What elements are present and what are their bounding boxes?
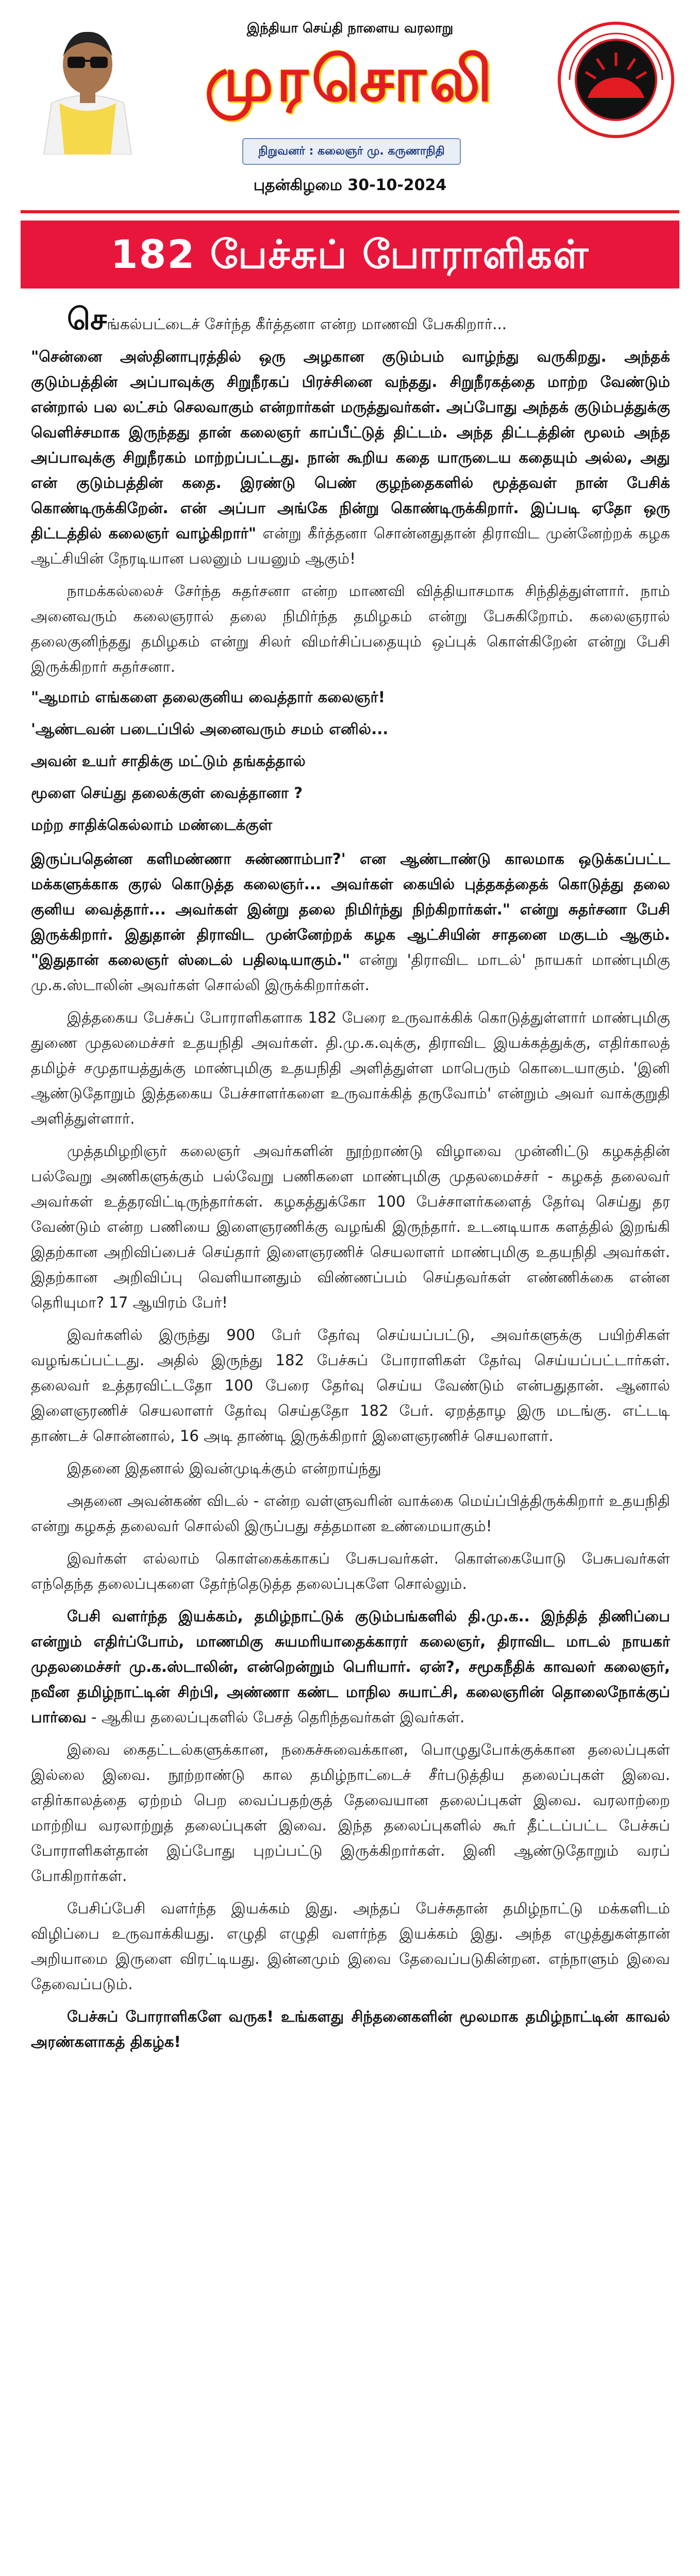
quote-text: "சென்னை அஸ்தினாபுரத்தில் ஒரு அழகான குடும்பம் வாழ்ந்து வருகிறது. அந்தக் குடும்பத்தின் அப்பாவுக்கு சிறுநீரகப் பிரச்சினை வந்தது. சிறுநீரகத்தை மாற்ற வேண்டும் என்றால் பல லட்சம் செலவாகும் என்றார்கள் மருத்துவர்கள். அப்போது அந்தக் குடும்பத்துக்கு வெளிச்சமாக இருந்தது தான் கலைஞர் காப்பீட்டுத் திட்டம். அந்த திட்டத்தின் மூலம் அந்த அப்பாவுக்கு சிறுநீரகம் மாற்றப்பட்டது. நான் கூறிய கதை யாருடைய கதையும் அல்ல, அது என் குடும்பத்தின் கதை. இரண்டு பெண் குழந்தைகளில் மூத்தவள் நான் பேசிக் கொண்டிருக்கிறேன். என் அப்பா அங்கே நின்று கொண்டிருக்கிறார். இப்படி ஏதோ ஒரு திட்டத்தில் கலைஞர் வாழ்கிறார்" — [31, 348, 670, 542]
quote-paragraph — [31, 344, 670, 571]
paragraph-3-bold: இருப்பதென்ன களிமண்ணா சுண்ணாம்பா?' என ஆண்டாண்டு காலமாக ஒடுக்கப்பட்ட மக்களுக்காக குரல் கொடுத்த கலைஞர்... அவர்கள் கையில் புத்தகத்தைக் கொடுத்து தலை குனிய வைத்தார்... அவர்கள் இன்று தலை நிமிர்ந்து நிற்கிறார்கள்." என்று சுதர்சனா பேசி இருக்கிறார். இதுதான் திராவிட முன்னேற்றக் கழக ஆட்சியின் சாதனை மகுடம் ஆகும். "இதுதான் கலைஞர் ஸ்டைல் பதிலடியாகும்." — [31, 850, 670, 969]
masthead-divider — [21, 210, 679, 213]
paragraph-9: இவர்கள் எல்லாம் கொள்கைக்காகப் பேசுபவர்கள். கொள்கையோடு பேசுபவர்கள் எந்தெந்த தலைப்புகளை தேர்ந்தெடுத்த தலைப்புகளே சொல்லும். — [31, 1550, 670, 1592]
poem-line: மூளை செய்து தலைக்குள் வைத்தானா ? — [31, 784, 303, 802]
paragraph-5: முத்தமிழறிஞர் கலைஞர் அவர்களின் நூற்றாண்டு விழாவை முன்னிட்டு கழகத்தின் பல்வேறு அணிகளுக்கும் பல்வேறு பணிகளை மாண்புமிகு முதலமைச்சர் - கழகத் தலைவர் அவர்கள் உத்தரவிட்டிருந்தார்கள். கழகத்துக்கோ 100 பேச்சாளர்களைத் தேர்வு செய்து தர வேண்டும் என்ற பணியை இளைஞரணிக்கு வழங்கி இருந்தார். உடனடியாக களத்தில் இறங்கி இதற்கான அறிவிப்பைச் செய்தார் இளைஞரணிச் செயலாளர் மாண்புமிகு உதயநிதி அவர்கள். இதற்கான அறிவிப்பு வெளியானதும் விண்ணப்பம் செய்தவர்கள் எண்ணிக்கை என்ன தெரியுமா? 17 ஆயிரம் பேர்! — [31, 1142, 670, 1311]
issue-date: புதன்கிழமை 30-10-2024 — [253, 176, 447, 194]
lead-text: ங்கல்பட்டைச் சேர்ந்த கீர்த்தனா என்ற மாணவி பேசுகிறார்... — [107, 315, 507, 333]
quote-tail: என்று கீர்த்தனா சொன்னதுதான் திராவிட முன்னேற்றக் கழக ஆட்சியின் நேரடியான பலனும் பயனும் ஆகும்! — [31, 524, 670, 567]
party-emblem-icon — [557, 21, 675, 139]
paragraph-8: அதனை அவன்கண் விடல் - என்ற வள்ளுவரின் வாக்கை மெய்ப்பித்திருக்கிறார் உதயநிதி என்று கழகத் தலைவர் சொல்லி இருப்பது சத்தமான உண்மையாகும்! — [31, 1492, 670, 1535]
lead-paragraph — [31, 301, 670, 337]
paragraph-3-tail: என்று 'திராவிட மாடல்' நாயகர் மாண்புமிகு மு.க.ஸ்டாலின் அவர்கள் சொல்லி இருக்கிறார்கள். — [31, 951, 670, 994]
paragraph-10-tail: - ஆகிய தலைப்புகளில் பேசத் தெரிந்தவர்கள் இவர்கள். — [86, 1708, 465, 1726]
paragraph-11: இவை கைதட்டல்களுக்கான, நகைச்சுவைக்கான, பொழுதுபோக்குக்கான தலைப்புகள் இல்லை இவை. நூற்றாண்டு கால தமிழ்நாட்டைச் சீர்படுத்திய தலைப்புகள் இவை. எதிர்காலத்தை ஏற்றம் பெற வைப்பதற்குத் தேவையான தலைப்புகள் இவை. வரலாற்றை மாற்றிய வரலாற்றுத் தலைப்புகள் இவை. இந்த தலைப்புகளில் கூர் தீட்டப்பட்ட பேச்சுப் போராளிகள்தான் இப்போது புறப்பட்டு இருக்கிறார்கள். இனி ஆண்டுதோறும் வரப் போகிறார்கள். — [31, 1741, 670, 1885]
closing-paragraph: பேச்சுப் போராளிகளே வருக! உங்களது சிந்தனைகளின் மூலமாக தமிழ்நாட்டின் காவல் அரண்களாகத் திகழ்க! — [31, 2008, 670, 2050]
paragraph-6: இவர்களில் இருந்து 900 பேர் தேர்வு செய்யப்பட்டு, அவர்களுக்கு பயிற்சிகள் வழங்கப்பட்டது. அதில் இருந்து 182 பேச்சுப் போராளிகள் தேர்வு செய்யப்பட்டார்கள். தலைவர் உத்தரவிட்டதோ 100 பேரை தேர்வு செய்ய வேண்டும் என்பதுதான். ஆனால் இளைஞரணிச் செயலாளர் தேர்வு செய்ததோ 182 பேர். ஏறத்தாழ இரு மடங்கு. எட்டடி தாண்டச் சொன்னால், 16 அடி தாண்டி இருக்கிறார் இளைஞரணிச் செயலாளர். — [31, 1326, 670, 1445]
paragraph-7: இதனை இதனால் இவன்முடிக்கும் என்றாய்ந்து — [67, 1460, 381, 1477]
paragraph-10 — [31, 1604, 670, 1730]
founder-credit: நிறுவனர் : கலைஞர் மு. கருணாநிதி — [242, 138, 461, 165]
article-body — [31, 301, 670, 2062]
masthead — [0, 0, 700, 216]
paragraph-12: பேசிப்பேசி வளர்ந்த இயக்கம் இது. அந்தப் பேச்சுதான் தமிழ்நாட்டு மக்களிடம் விழிப்பை உருவாக்கியது. எழுதி எழுதி வளர்ந்த இயக்கம் இது. அந்த எழுத்துகள்தான் அறியாமை இருளை விரட்டியது. இன்னமும் இவை தேவைப்படுகின்றன. எந்நாளும் இவை தேவைப்படும். — [31, 1900, 670, 1993]
paragraph-10-bold: பேசி வளர்ந்த இயக்கம், தமிழ்நாட்டுக் குடும்பங்களில் தி.மு.க.. இந்தித் திணிப்பை என்றும் எதிர்ப்போம், மாணமிகு சுயமரியாதைக்காரர் கலைஞர், திராவிட மாடல் நாயகர் முதலமைச்சர் மு.க.ஸ்டாலின், என்றென்றும் பெரியார். ஏன்?, சமூகநீதிக் காவலர் கலைஞர், நவீன தமிழ்நாட்டின் சிற்பி, அண்ணா கண்ட மாநில சுயாட்சி, கலைஞரின் தொலைநோக்குப் பார்வை — [31, 1607, 670, 1726]
poem-line: மற்ற சாதிக்கெல்லாம் மண்டைக்குள் — [31, 816, 273, 834]
poem-line: "ஆமாம் எங்களை தலைகுனிய வைத்தார் கலைஞர்! — [31, 688, 386, 706]
paragraph-4: இத்தகைய பேச்சுப் போராளிகளாக 182 பேரை உருவாக்கிக் கொடுத்துள்ளார் மாண்புமிகு துணை முதலமைச்சர் உதயநிதி அவர்கள். தி.மு.க.வுக்கு, திராவிட இயக்கத்துக்கு, எதிர்காலத் தமிழ்ச் சமுதாயத்துக்கு மாண்புமிகு உதயநிதி அளித்துள்ள மாபெரும் கொடையாகும். 'இனி ஆண்டுதோறும் இத்தகைய பேச்சாளர்களை உருவாக்கித் தருவோம்' என்றும் அவர் வாக்குறுதி அளித்துள்ளார். — [31, 1009, 670, 1127]
masthead-tagline: இந்தியா செய்தி நாளைய வரலாறு — [246, 21, 454, 36]
lead-drop-letters: செ — [67, 301, 107, 336]
newspaper-logo: முரசொலி — [205, 44, 495, 115]
poem-block — [31, 687, 670, 835]
paragraph-2: நாமக்கல்லைச் சேர்ந்த சுதர்சனா என்ற மாணவி வித்தியாசமாக சிந்தித்துள்ளார். நாம் அனைவரும் கலைஞரால் தலை நிமிர்ந்த தமிழகம் என்று பேசுகிறோம். கலைஞரால் தலைகுனிந்தது தமிழகம் என்று சிலர் விமர்சிப்பதையும் ஒப்புக் கொள்கிறேன் என்று பேசி இருக்கிறார் சுதர்சனா. — [31, 582, 670, 675]
paragraph-3 — [31, 846, 670, 998]
headline-banner: 182 பேச்சுப் போராளிகள் — [21, 221, 679, 289]
poem-line: அவன் உயர் சாதிக்கு மட்டும் தங்கத்தால் — [31, 752, 306, 770]
poem-line: 'ஆண்டவன் படைப்பில் அனைவரும் சமம் எனில்... — [31, 720, 389, 738]
